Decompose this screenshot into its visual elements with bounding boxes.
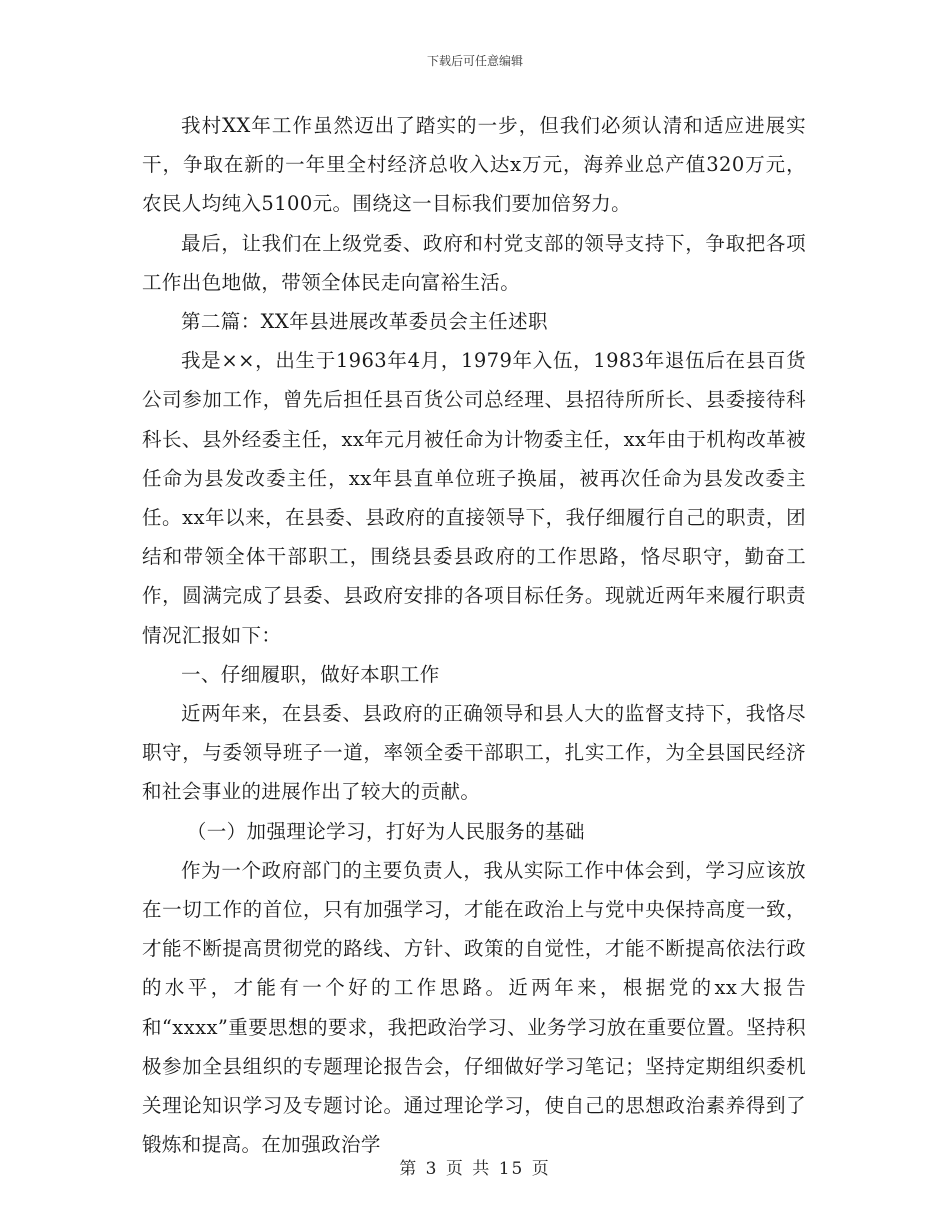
page-header-note: 下载后可任意编辑: [426, 54, 523, 68]
paragraph-study-importance: 作为一个政府部门的主要负责人，我从实际工作中体会到，学习应该放在一切工作的首位，只有加强学习，才能在政治上与党中央保持高度一致，才能不断提高贯彻党的路线、方针、政策的自觉性，才能不断提高依法行政的水平，才能有一个好的工作思路。近两年来，根据党的xx大报告和“xxxx”重要思想的要求，我把政治学习、业务学习放在重要位置。坚持积极参加全县组织的专题理论报告会，仔细做好学习笔记；坚持定期组织委机关理论知识学习及专题讨论。通过理论学习，使自己的思想政治素养得到了锻炼和提高。在加强政治学: [142, 858, 806, 1157]
document-body: [142, 106, 806, 1164]
page-number: 第 3 页 共 15 页: [399, 1159, 551, 1179]
subheading-theory-study: （一）加强理论学习，打好为人民服务的基础: [186, 819, 585, 843]
paragraph-village-goals: 我村XX年工作虽然迈出了踏实的一步，但我们必须认清和适应进展实干，争取在新的一年里全村经济总收入达x万元，海养业总产值320万元，农民人均纯入5100元。围绕这一目标我们要加倍努力。: [142, 114, 806, 216]
paragraph-two-years-work: 近两年来，在县委、县政府的正确领导和县人大的监督支持下，我恪尽职守，与委领导班子一道，率领全委干部职工，扎实工作，为全县国民经济和社会事业的进展作出了较大的贡献。: [142, 702, 806, 804]
paragraph-closing: 最后，让我们在上级党委、政府和村党支部的领导支持下，争取把各项工作出色地做，带领全体民走向富裕生活。: [142, 231, 806, 294]
paragraph-self-introduction: 我是××，出生于1963年4月，1979年入伍，1983年退伍后在县百货公司参加工作，曾先后担任县百货公司总经理、县招待所所长、县委接待科科长、县外经委主任，xx年元月被任命为计物委主任，xx年由于机构改革被任命为县发改委主任，xx年县直单位班子换届，被再次任命为县发改委主任。xx年以来，在县委、县政府的直接领导下，我仔细履行自己的职责，团结和带领全体干部职工，围绕县委县政府的工作思路，恪尽职守，勤奋工作，圆满完成了县委、县政府安排的各项目标任务。现就近两年来履行职责情况汇报如下：: [142, 349, 806, 647]
section-title-second-article: 第二篇：XX年县进展改革委员会主任述职: [181, 310, 548, 334]
heading-duty-performance: 一、仔细履职，做好本职工作: [181, 662, 440, 686]
